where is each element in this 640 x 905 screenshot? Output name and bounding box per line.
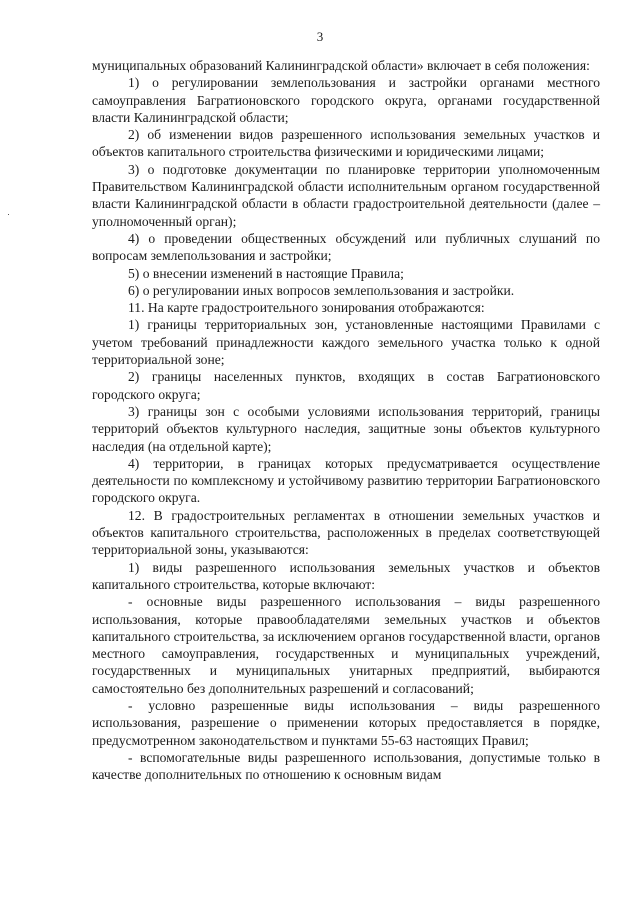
clause-11-item-4: 4) территории, в границах которых предусматривается осуществление деятельности по комплексному и устойчивому развитию территории Багратионовского городского округа. [92,455,600,506]
clause-11-item-3: 3) границы зон с особыми условиями использования территорий, границы территорий объектов культурного наследия, защитные зоны объектов культурного наследия (на отдельной карте); [92,403,600,454]
clause-11-item-1: 1) границы территориальных зон, установленные настоящими Правилами с учетом требований принадлежности каждого земельного участка только к одной территориальной зоне; [92,317,600,368]
list-item-2: 2) об изменении видов разрешенного использования земельных участков и объектов капитального строительства физическими и юридическими лицами; [92,127,600,160]
paragraph-continuation: муниципальных образований Калининградской области» включает в себя положения: [92,58,590,73]
bullet-main-uses: - основные виды разрешенного использования – виды разрешенного использования, которые правообладателями земельных участков и объектов капитального строительства, за исключением органов государственной власти, органов местного самоуправления, государственных и муниципальных учреждений, государственных и муниципальных унитарных предприятий, выбираются самостоятельно без дополнительных разрешений и согласований; [92,594,600,696]
list-item-4: 4) о проведении общественных обсуждений или публичных слушаний по вопросам землепользования и застройки; [92,230,600,264]
bullet-conditional-uses: - условно разрешенные виды использования – виды разрешенного использования, разрешение о применении которых предоставляется в порядке, предусмотренном законодательством и пунктами 55-63 настоящих Правил; [92,697,600,748]
clause-11-heading: 11. На карте градостроительного зонирования отображаются: [128,300,485,316]
scan-mark [8,214,9,215]
list-item-6: 6) о регулировании иных вопросов землепользования и застройки. [128,282,515,298]
list-item-1: 1) о регулировании землепользования и застройки органами местного самоуправления Багратионовского городского округа, органами государственной власти Калининградской области; [92,75,600,125]
bullet-auxiliary-uses: - вспомогательные виды разрешенного использования, допустимые только в качестве дополнительных по отношению к основным видам [92,749,600,783]
list-item-3: 3) о подготовке документации по планировке территории уполномоченным Правительством Калининградской области исполнительным органом государственной власти Калининградской области в области градостроительной деятельности (далее – уполномоченный орган); [92,161,600,229]
clause-12-heading: 12. В градостроительных регламентах в отношении земельных участков и объектов капитального строительства, расположенных в пределах соответствующей территориальной зоны, указываются: [92,507,600,558]
list-item-5: 5) о внесении изменений в настоящие Правила; [128,265,404,281]
page-number: 3 [316,29,324,44]
document-body [92,57,600,783]
clause-11-item-2: 2) границы населенных пунктов, входящих в состав Багратионовского городского округа; [92,369,600,402]
clause-12-item-1: 1) виды разрешенного использования земельных участков и объектов капитального строительства, которые включают: [92,559,600,592]
